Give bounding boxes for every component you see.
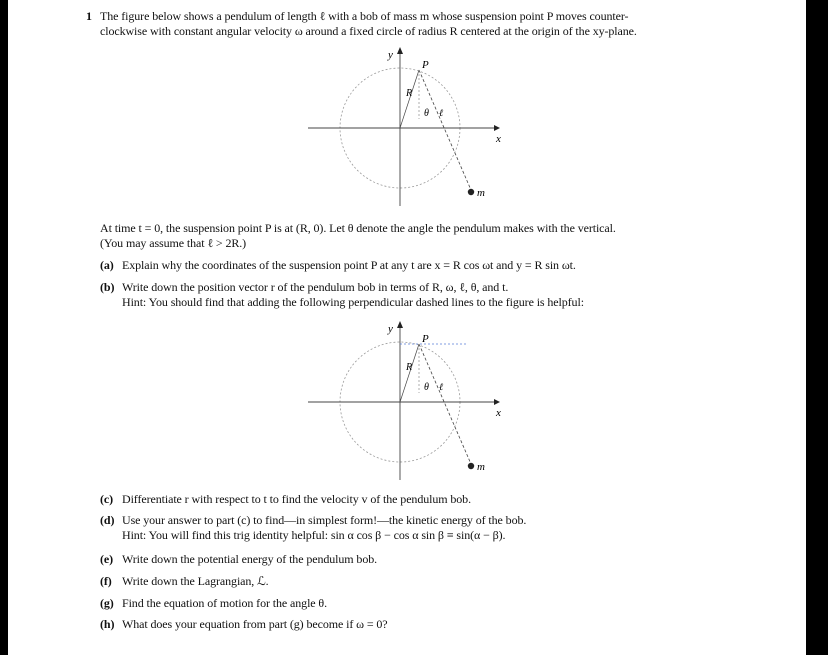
part-d-hint: Hint: You will find this trig identity helpful: sin α cos β − cos α sin β ≡ sin(α − β).: [122, 528, 506, 542]
r-label: R: [406, 88, 413, 99]
x-axis-arrow: [494, 125, 500, 131]
theta-label: θ: [424, 108, 429, 119]
part-h-label: (h): [100, 617, 115, 631]
l-label: ℓ: [439, 382, 444, 393]
part-g-text: Find the equation of motion for the angle θ.: [122, 596, 327, 610]
y-label: y: [388, 49, 393, 61]
radius-line: [400, 344, 419, 402]
bob: [468, 189, 474, 195]
left-border: [0, 0, 8, 655]
intro-line-2: clockwise with constant angular velocity ω around a fixed circle of radius R centered at the origin of the xy-plane.: [100, 24, 637, 38]
l-label: ℓ: [439, 108, 444, 119]
right-border: [806, 0, 828, 655]
part-a-label: (a): [100, 258, 114, 272]
p-label: P: [422, 59, 429, 71]
r-label: R: [406, 362, 413, 373]
y-label: y: [388, 323, 393, 335]
part-f-text: Write down the Lagrangian, ℒ.: [122, 574, 269, 588]
setup-line-2: (You may assume that ℓ > 2R.): [100, 236, 247, 250]
part-b-text: Write down the position vector r of the pendulum bob in terms of R, ω, ℓ, θ, and t.: [122, 280, 509, 294]
part-b-hint: Hint: You should find that adding the following perpendicular dashed lines to the figure is helpful:: [122, 295, 584, 309]
part-f-label: (f): [100, 574, 112, 588]
document-page: [8, 0, 806, 655]
m-label: m: [477, 461, 485, 473]
p-label: P: [422, 333, 429, 345]
pendulum-figure-1: [308, 44, 508, 204]
part-b-label: (b): [100, 280, 115, 294]
intro-line-1: The figure below shows a pendulum of length ℓ with a bob of mass m whose suspension point P moves counter-: [100, 9, 629, 23]
theta-label: θ: [424, 382, 429, 393]
x-label: x: [496, 407, 501, 419]
pendulum-figure-2: [308, 318, 508, 478]
x-label: x: [496, 133, 501, 145]
part-c-label: (c): [100, 492, 114, 506]
y-axis-arrow: [397, 321, 403, 328]
part-d-label: (d): [100, 513, 115, 527]
part-d-text: Use your answer to part (c) to find—in simplest form!—the kinetic energy of the bob.: [122, 513, 527, 527]
x-axis-arrow: [494, 399, 500, 405]
part-g-label: (g): [100, 596, 114, 610]
part-c-text: Differentiate r with respect to t to find the velocity v of the pendulum bob.: [122, 492, 471, 506]
part-a-text: Explain why the coordinates of the suspension point P at any t are x = R cos ωt and y = R sin ωt.: [122, 258, 576, 272]
m-label: m: [477, 187, 485, 199]
part-e-text: Write down the potential energy of the pendulum bob.: [122, 552, 378, 566]
y-axis-arrow: [397, 47, 403, 54]
radius-line: [400, 70, 419, 128]
problem-number: 1: [86, 9, 92, 23]
bob: [468, 463, 474, 469]
part-h-text: What does your equation from part (g) become if ω = 0?: [122, 617, 388, 631]
part-e-label: (e): [100, 552, 114, 566]
setup-line-1: At time t = 0, the suspension point P is at (R, 0). Let θ denote the angle the pendulum makes with the vertical.: [100, 221, 616, 235]
